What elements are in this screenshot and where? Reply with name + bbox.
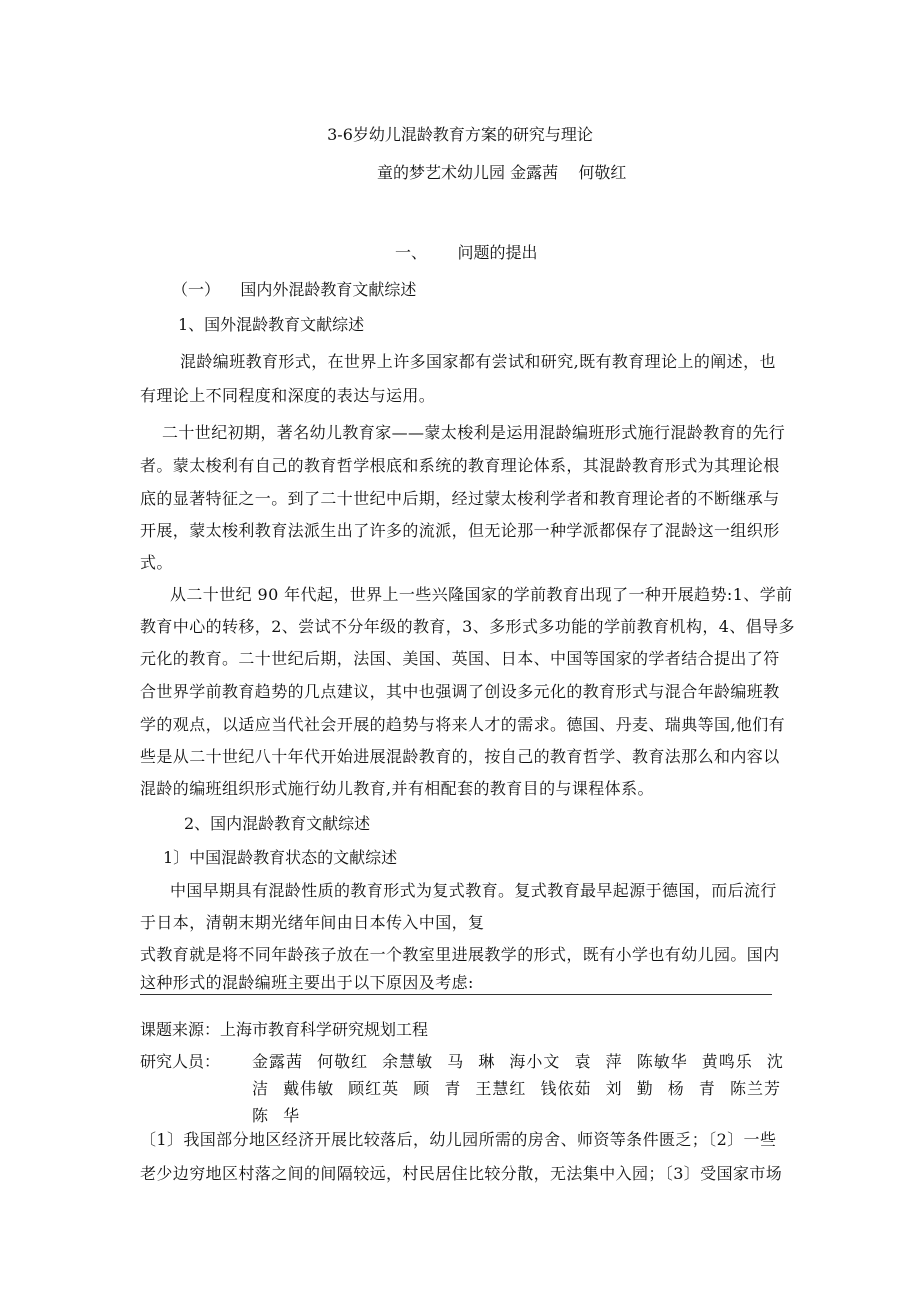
paragraph-line: 合世界学前教育趋势的几点建议，其中也强调了创设多元化的教育形式与混合年龄编班教 bbox=[140, 682, 780, 701]
paragraph-line: 底的显著特征之一。到了二十世纪中后期，经过蒙太梭利学者和教育理论者的不断继承与 bbox=[140, 489, 780, 508]
paragraph-line: 〔1〕我国部分地区经济开展比较落后，幼儿园所需的房舍、师资等条件匮乏；〔2〕一些 bbox=[140, 1130, 777, 1149]
paragraph-line: 学的观点，以适应当代社会开展的趋势与将来人才的需求。德国、丹麦、瑞典等国,他们有 bbox=[140, 715, 786, 734]
item-heading-2: 2、国内混龄教育文献综述 bbox=[184, 814, 371, 833]
paragraph-line: 二十世纪初期，著名幼儿教育家——蒙太梭利是运用混龄编班形式施行混龄教育的先行 bbox=[162, 423, 786, 442]
paragraph-line: 中国早期具有混龄性质的教育形式为复式教育。复式教育最早起源于德国，而后流行 bbox=[170, 881, 777, 900]
paragraph-line: 元化的教育。二十世纪后期，法国、美国、英国、日本、中国等国家的学者结合提出了符 bbox=[140, 649, 780, 668]
paragraph-line: 老少边穷地区村落之间的间隔较远，村民居住比较分散，无法集中入园；〔3〕受国家市场 bbox=[140, 1164, 783, 1183]
paragraph-line: 些是从二十世纪八十年代开始进展混龄教育的，按自己的教育哲学、教育法那么和内容以 bbox=[140, 747, 780, 766]
item-heading-1: 1、国外混龄教育文献综述 bbox=[178, 315, 365, 334]
footnote-source: 课题来源：上海市教育科学研究规划工程 bbox=[140, 1020, 429, 1039]
members-label: 研究人员： bbox=[140, 1052, 221, 1071]
footnote-separator bbox=[140, 994, 772, 995]
doc-title: 3-6岁幼儿混龄教育方案的研究与理论 bbox=[327, 125, 593, 144]
section-heading-1: 一、 问题的提出 bbox=[395, 243, 538, 262]
members-names: 金露茜 何敬红 余慧敏 马 琳 海小文 袁 萍 陈敏华 黄鸣乐 沈洁 戴伟敏 顾红英 顾 青 王慧红 钱依茹 刘 勤 杨 青 陈兰芳 陈 华 bbox=[252, 1052, 784, 1125]
paragraph-line: 于日本，清朝末期光绪年间由日本传入中国，复 bbox=[140, 913, 485, 932]
subsection-heading-1: （一） 国内外混龄教育文献综述 bbox=[172, 280, 417, 299]
paragraph-line: 混龄编班教育形式，在世界上许多国家都有尝试和研究,既有教育理论上的阐述，也 bbox=[180, 352, 776, 371]
paragraph-line: 者。蒙太梭利有自己的教育哲学根底和系统的教育理论体系，其混龄教育形式为其理论根 bbox=[140, 456, 780, 475]
paragraph-line: 混龄的编班组织形式施行幼儿教育,并有相配套的教育目的与课程体系。 bbox=[140, 779, 654, 798]
paragraph-line: 有理论上不同程度和深度的表达与运用。 bbox=[140, 386, 436, 405]
item-heading-2-1: 1〕中国混龄教育状态的文献综述 bbox=[163, 848, 398, 867]
paragraph-line: 开展，蒙太梭利教育法派生出了许多的流派，但无论那一种学派都保存了混龄这一组织形 bbox=[140, 521, 780, 540]
paragraph-line: 式。 bbox=[140, 553, 173, 572]
paragraph-line: 从二十世纪 90 年代起，世界上一些兴隆国家的学前教育出现了一种开展趋势:1、学前 bbox=[170, 585, 793, 604]
paragraph-line: 式教育就是将不同年龄孩子放在一个教室里进展教学的形式，既有小学也有幼儿园。国内 bbox=[140, 945, 780, 964]
paragraph-line: 教育中心的转移，2、尝试不分年级的教育，3、多形式多功能的学前教育机构，4、倡导多 bbox=[140, 617, 795, 636]
doc-authors: 童的梦艺术幼儿园 金露茜 何敬红 bbox=[377, 163, 627, 182]
paragraph-line: 这种形式的混龄编班主要出于以下原因及考虑: bbox=[140, 973, 474, 992]
